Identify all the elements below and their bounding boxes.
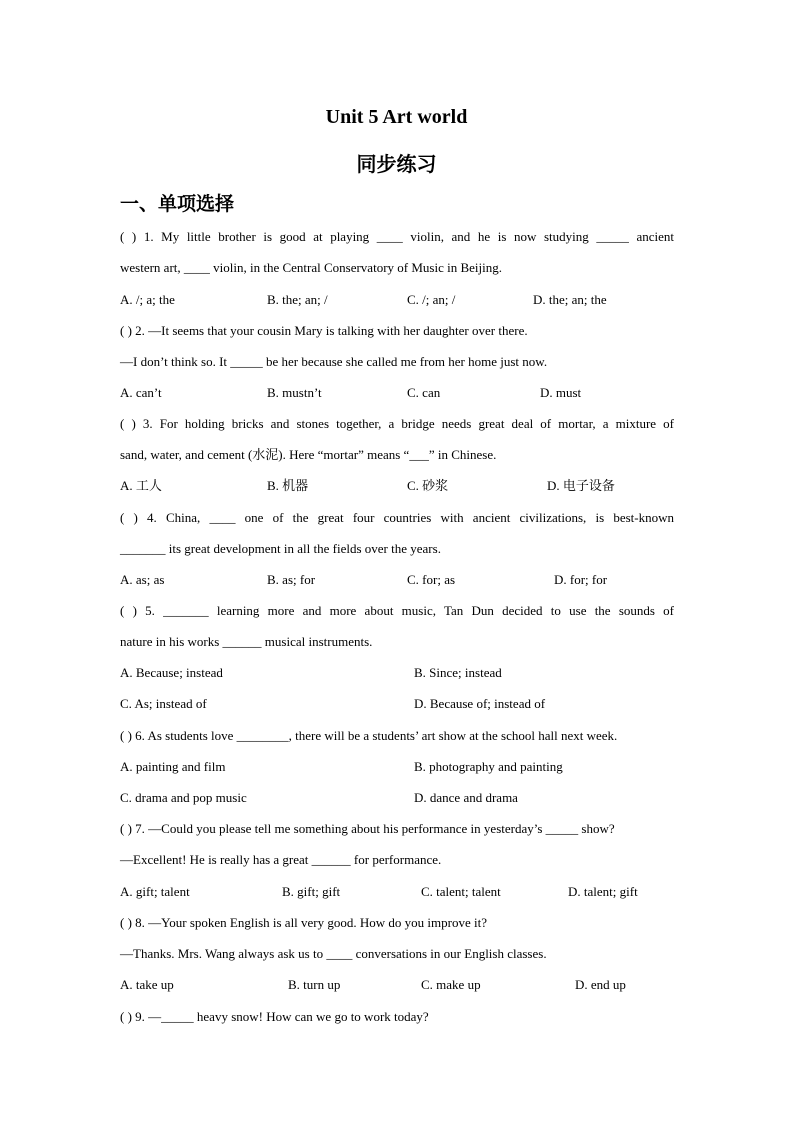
q2-option-a: A. can’t <box>120 385 162 400</box>
q7-option-c: C. talent; talent <box>421 884 501 899</box>
q7-option-a: A. gift; talent <box>120 884 190 899</box>
q6-option-d: D. dance and drama <box>414 790 518 805</box>
q8-option-c: C. make up <box>421 977 481 992</box>
q4-option-a: A. as; as <box>120 572 165 587</box>
q5-option-d: D. Because of; instead of <box>414 696 546 711</box>
q3-option-b: B. 机器 <box>267 478 309 493</box>
q5-stem-line2: nature in his works ______ musical instruments. <box>120 634 373 649</box>
q7-option-d: D. talent; gift <box>568 884 638 899</box>
q2-option-d: D. must <box>540 385 582 400</box>
q1-option-b: B. the; an; / <box>267 292 328 307</box>
q8-option-b: B. turn up <box>288 977 341 992</box>
q3-stem-line2: sand, water, and cement (水泥). Here “mortar” means “___” in Chinese. <box>120 447 497 462</box>
q4-stem-line2: _______ its great development in all the fields over the years. <box>120 541 441 556</box>
q6-option-c: C. drama and pop music <box>120 790 247 805</box>
q5-option-b: B. Since; instead <box>414 665 502 680</box>
q6-option-a: A. painting and film <box>120 759 226 774</box>
q1-stem-line1: ( ) 1. My little brother is good at playing ____ violin, and he is now studying _____ ancient <box>120 229 674 244</box>
q7-stem-line2: —Excellent! He is really has a great ______ for performance. <box>120 852 442 867</box>
q6-option-b: B. photography and painting <box>414 759 563 774</box>
q3-option-d: D. 电子设备 <box>547 478 615 493</box>
q5-option-a: A. Because; instead <box>120 665 223 680</box>
q3-option-c: C. 砂浆 <box>407 478 449 493</box>
q3-option-a: A. 工人 <box>120 478 162 493</box>
q7-stem-line1: ( ) 7. —Could you please tell me something about his performance in yesterday’s _____ show? <box>120 821 615 836</box>
q5-option-c: C. As; instead of <box>120 696 207 711</box>
q9-stem-line1: ( ) 9. —_____ heavy snow! How can we go to work today? <box>120 1009 429 1024</box>
q2-stem-line1: ( ) 2. —It seems that your cousin Mary is talking with her daughter over there. <box>120 323 528 338</box>
q4-option-b: B. as; for <box>267 572 316 587</box>
q8-option-a: A. take up <box>120 977 174 992</box>
q4-option-c: C. for; as <box>407 572 456 587</box>
q1-option-d: D. the; an; the <box>533 292 607 307</box>
q3-stem-line1: ( ) 3. For holding bricks and stones together, a bridge needs great deal of mortar, a mixture of <box>120 416 674 431</box>
q2-option-b: B. mustn’t <box>267 385 322 400</box>
q4-stem-line1: ( ) 4. China, ____ one of the great four countries with ancient civilizations, is best-known <box>120 510 674 525</box>
q5-stem-line1: ( ) 5. _______ learning more and more about music, Tan Dun decided to use the sounds of <box>120 603 674 618</box>
q1-option-c: C. /; an; / <box>407 292 456 307</box>
q8-stem-line1: ( ) 8. —Your spoken English is all very good. How do you improve it? <box>120 915 487 930</box>
q4-option-d: D. for; for <box>554 572 608 587</box>
q1-stem-line2: western art, ____ violin, in the Central Conservatory of Music in Beijing. <box>120 260 502 275</box>
q2-option-c: C. can <box>407 385 441 400</box>
doc-title: Unit 5 Art world <box>325 106 468 128</box>
q8-stem-line2: —Thanks. Mrs. Wang always ask us to ____ conversations in our English classes. <box>120 946 547 961</box>
q1-option-a: A. /; a; the <box>120 292 175 307</box>
q2-stem-line2: —I don’t think so. It _____ be her because she called me from her home just now. <box>120 354 548 369</box>
doc-subtitle: 同步练习 <box>356 154 437 176</box>
q8-option-d: D. end up <box>575 977 626 992</box>
section-heading: 一、单项选择 <box>120 194 235 215</box>
q7-option-b: B. gift; gift <box>282 884 341 899</box>
q6-stem-line1: ( ) 6. As students love ________, there will be a students’ art show at the school hall next week. <box>120 728 618 743</box>
